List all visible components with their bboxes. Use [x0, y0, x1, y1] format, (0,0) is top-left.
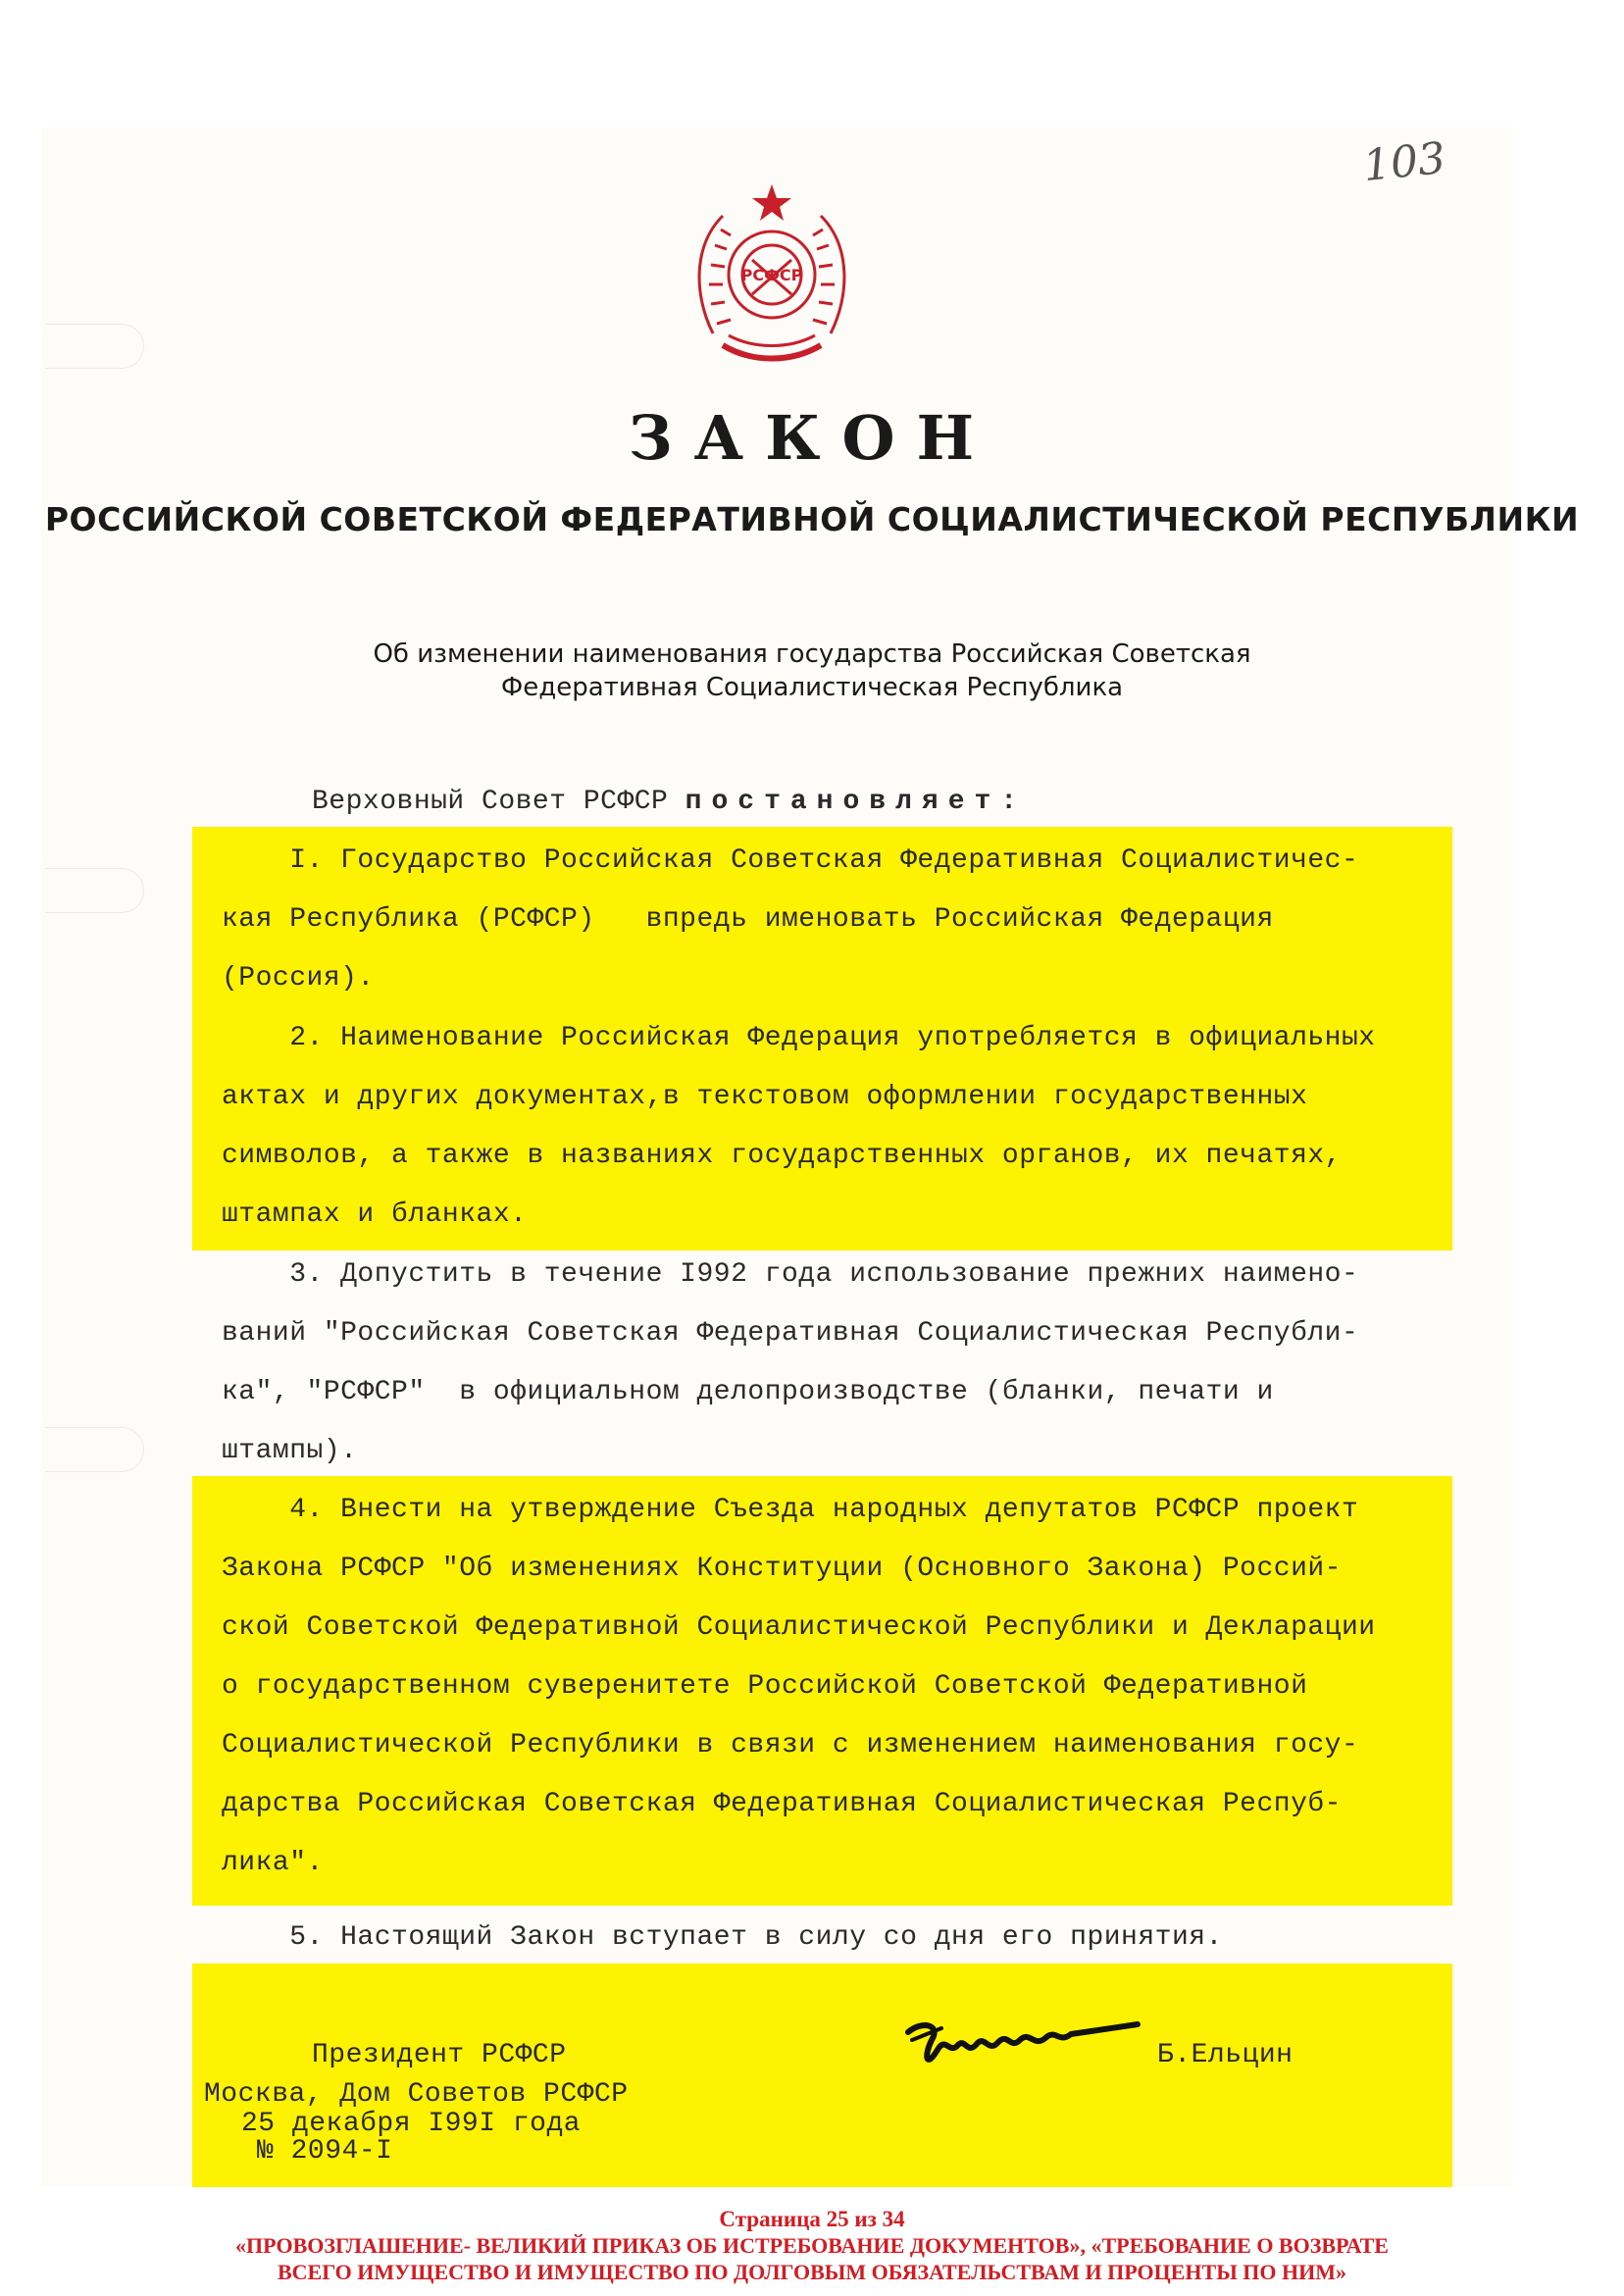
signing-date: 25 декабря I99I года: [241, 2109, 582, 2139]
rsfsr-coat-of-arms-icon: [684, 167, 860, 373]
article-line: 5. Настоящий Закон вступает в силу со дня его принятия.: [222, 1922, 1223, 1953]
article-line: Закона РСФСР "Об изменениях Конституции (Основного Закона) Россий-: [222, 1554, 1342, 1584]
preamble-text: Верховный Совет РСФСР: [312, 787, 685, 817]
article-line: штампы).: [222, 1436, 358, 1466]
article-line: 4. Внести на утверждение Съезда народных депутатов РСФСР проект: [222, 1495, 1359, 1525]
margin-mark: [45, 868, 144, 913]
president-name: Б.Ельцин: [1157, 2040, 1294, 2070]
law-number: № 2094-I: [257, 2136, 393, 2167]
article-line: кая Республика (РСФСР) впредь именовать Российская Федерация: [222, 904, 1274, 935]
footer-page-info: Страница 25 из 34: [719, 2207, 905, 2231]
footer-line: ВСЕГО ИМУЩЕСТВО И ИМУЩЕСТВО ПО ДОЛГОВЫМ ОБЯЗАТЕЛЬСТВАМ И ПРОЦЕНТЫ ПО НИМ»: [277, 2260, 1347, 2284]
article-line: лика".: [222, 1848, 324, 1878]
article-line: (Россия).: [222, 963, 375, 994]
article-line: актах и других документах,в текстовом оформлении государственных: [222, 1082, 1308, 1112]
handwritten-page-number: 103: [1360, 132, 1448, 192]
law-title: ЗАКОН: [628, 402, 996, 474]
preamble-emphasis: постановляет:: [685, 787, 1028, 817]
article-line: штампах и бланках.: [222, 1199, 528, 1230]
article-line: ской Советской Федеративной Социалистической Республики и Декларации: [222, 1612, 1376, 1643]
margin-mark: [45, 1427, 144, 1472]
article-line: 2. Наименование Российская Федерация употребляется в официальных: [222, 1023, 1376, 1053]
article-line: ваний "Российская Советская Федеративная Социалистическая Республи-: [222, 1318, 1359, 1349]
handwritten-signature: [902, 2011, 1147, 2089]
article-line: дарства Российская Советская Федеративная Социалистическая Респуб-: [222, 1789, 1342, 1819]
article-line: 3. Допустить в течение I992 года использование прежних наимено-: [222, 1259, 1359, 1290]
preamble: [312, 787, 1027, 817]
svg-text:РСФСР: РСФСР: [740, 266, 803, 284]
about-line: Федеративная Социалистическая Республика: [500, 673, 1124, 702]
article-line: I. Государство Российская Советская Федеративная Социалистичес-: [222, 845, 1359, 876]
footer-line: «ПРОВОЗГЛАШЕНИЕ- ВЕЛИКИЙ ПРИКАЗ ОБ ИСТРЕБОВАНИЕ ДОКУМЕНТОВ», «ТРЕБОВАНИЕ О ВОЗВРАТЕ: [235, 2233, 1389, 2258]
president-position: Президент РСФСР: [312, 2040, 567, 2070]
article-line: о государственном суверенитете Российской Советской Федеративной: [222, 1671, 1308, 1702]
article-line: символов, а также в названиях государственных органов, их печатях,: [222, 1141, 1342, 1171]
article-line: ка", "РСФСР" в официальном делопроизводстве (бланки, печати и: [222, 1377, 1274, 1407]
law-about: [0, 638, 1624, 704]
about-line: Об изменении наименования государства Российская Советская: [373, 639, 1251, 669]
article-line: Социалистической Республики в связи с изменением наименования госу-: [222, 1730, 1359, 1760]
margin-mark: [45, 324, 144, 369]
signing-place: Москва, Дом Советов РСФСР: [204, 2079, 629, 2110]
law-subtitle: РОССИЙСКОЙ СОВЕТСКОЙ ФЕДЕРАТИВНОЙ СОЦИАЛИСТИЧЕСКОЙ РЕСПУБЛИКИ: [44, 500, 1580, 538]
